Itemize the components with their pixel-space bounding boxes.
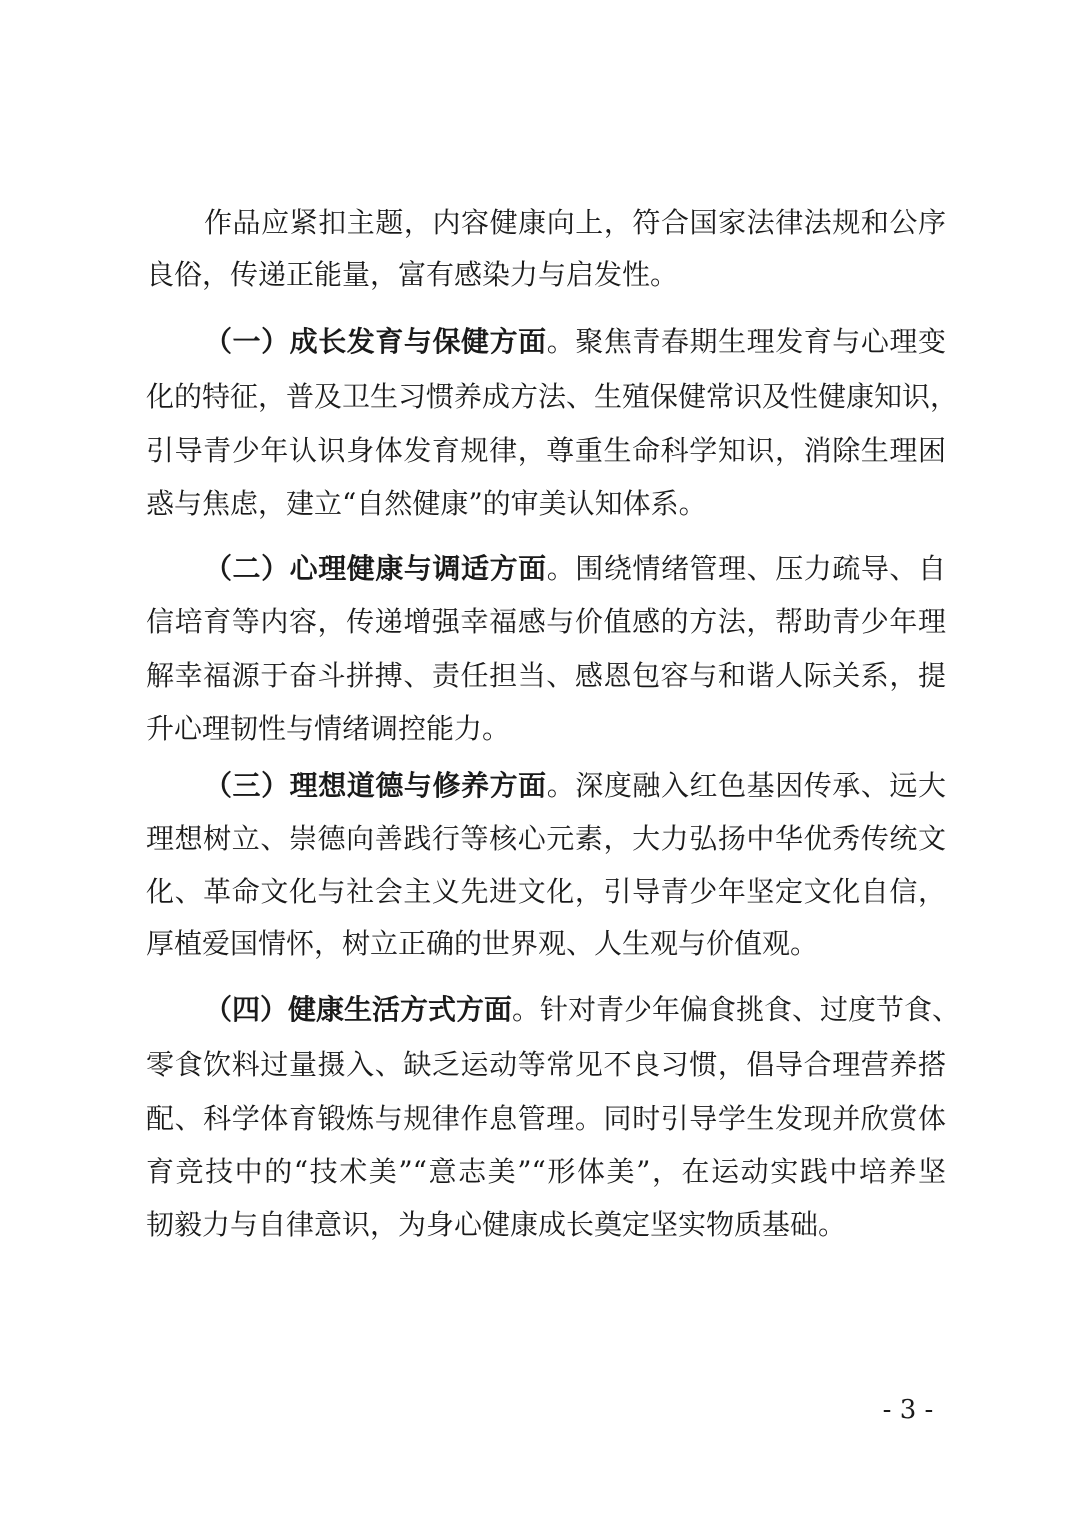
- page-number: - 3 -: [882, 1395, 934, 1425]
- section-1-line-4: 惑与焦虑，建立“自然健康”的审美认知体系。: [146, 487, 707, 520]
- section-4-heading: （四）健康生活方式方面: [204, 993, 513, 1026]
- section-1-line-3: 引导青少年认识身体发育规律，尊重生命科学知识，消除生理困: [146, 434, 946, 467]
- section-1-first-line-text: 。聚焦青春期生理发育与心理变: [546, 325, 946, 358]
- section-3-heading: （三）理想道德与修养方面: [204, 769, 547, 802]
- section-3-line-4: 厚植爱国情怀，树立正确的世界观、人生观与价值观。: [146, 927, 819, 960]
- section-3-line-3: 化、革命文化与社会主义先进文化，引导青少年坚定文化自信，: [146, 875, 946, 908]
- section-2-line-3: 解幸福源于奋斗拼搏、责任担当、感恩包容与和谐人际关系，提: [146, 659, 946, 692]
- section-3-first-line-text: 。深度融入红色基因传承、远大: [546, 769, 946, 802]
- section-2-line-4: 升心理韧性与情绪调控能力。: [146, 712, 511, 745]
- section-1-first-line: [204, 322, 946, 362]
- section-4-first-line: [204, 990, 961, 1030]
- section-3-line-2: 理想树立、崇德向善践行等核心元素，大力弘扬中华优秀传统文: [146, 822, 946, 855]
- intro-line-2: 良俗，传递正能量，富有感染力与启发性。: [146, 258, 679, 291]
- section-2-heading: （二）心理健康与调适方面: [204, 552, 547, 585]
- section-1-line-2: 化的特征，普及卫生习惯养成方法、生殖保健常识及性健康知识，: [146, 380, 959, 413]
- section-4-line-2: 零食饮料过量摄入、缺乏运动等常见不良习惯，倡导合理营养搭: [146, 1048, 946, 1081]
- section-2-line-2: 信培育等内容，传递增强幸福感与价值感的方法，帮助青少年理: [146, 605, 946, 638]
- section-4-line-4: 育竞技中的“技术美”“意志美”“形体美”，在运动实践中培养坚: [146, 1155, 946, 1188]
- intro-line-1: 作品应紧扣主题，内容健康向上，符合国家法律法规和公序: [204, 206, 946, 239]
- section-4-line-3: 配、科学体育锻炼与规律作息管理。同时引导学生发现并欣赏体: [146, 1102, 946, 1135]
- section-3-first-line: [204, 766, 946, 806]
- section-2-first-line: [204, 549, 946, 589]
- section-4-first-line-text: 。针对青少年偏食挑食、过度节食、: [512, 993, 961, 1026]
- section-4-line-5: 韧毅力与自律意识，为身心健康成长奠定坚实物质基础。: [146, 1208, 847, 1241]
- section-2-first-line-text: 。围绕情绪管理、压力疏导、自: [546, 552, 946, 585]
- section-1-heading: （一）成长发育与保健方面: [204, 325, 547, 358]
